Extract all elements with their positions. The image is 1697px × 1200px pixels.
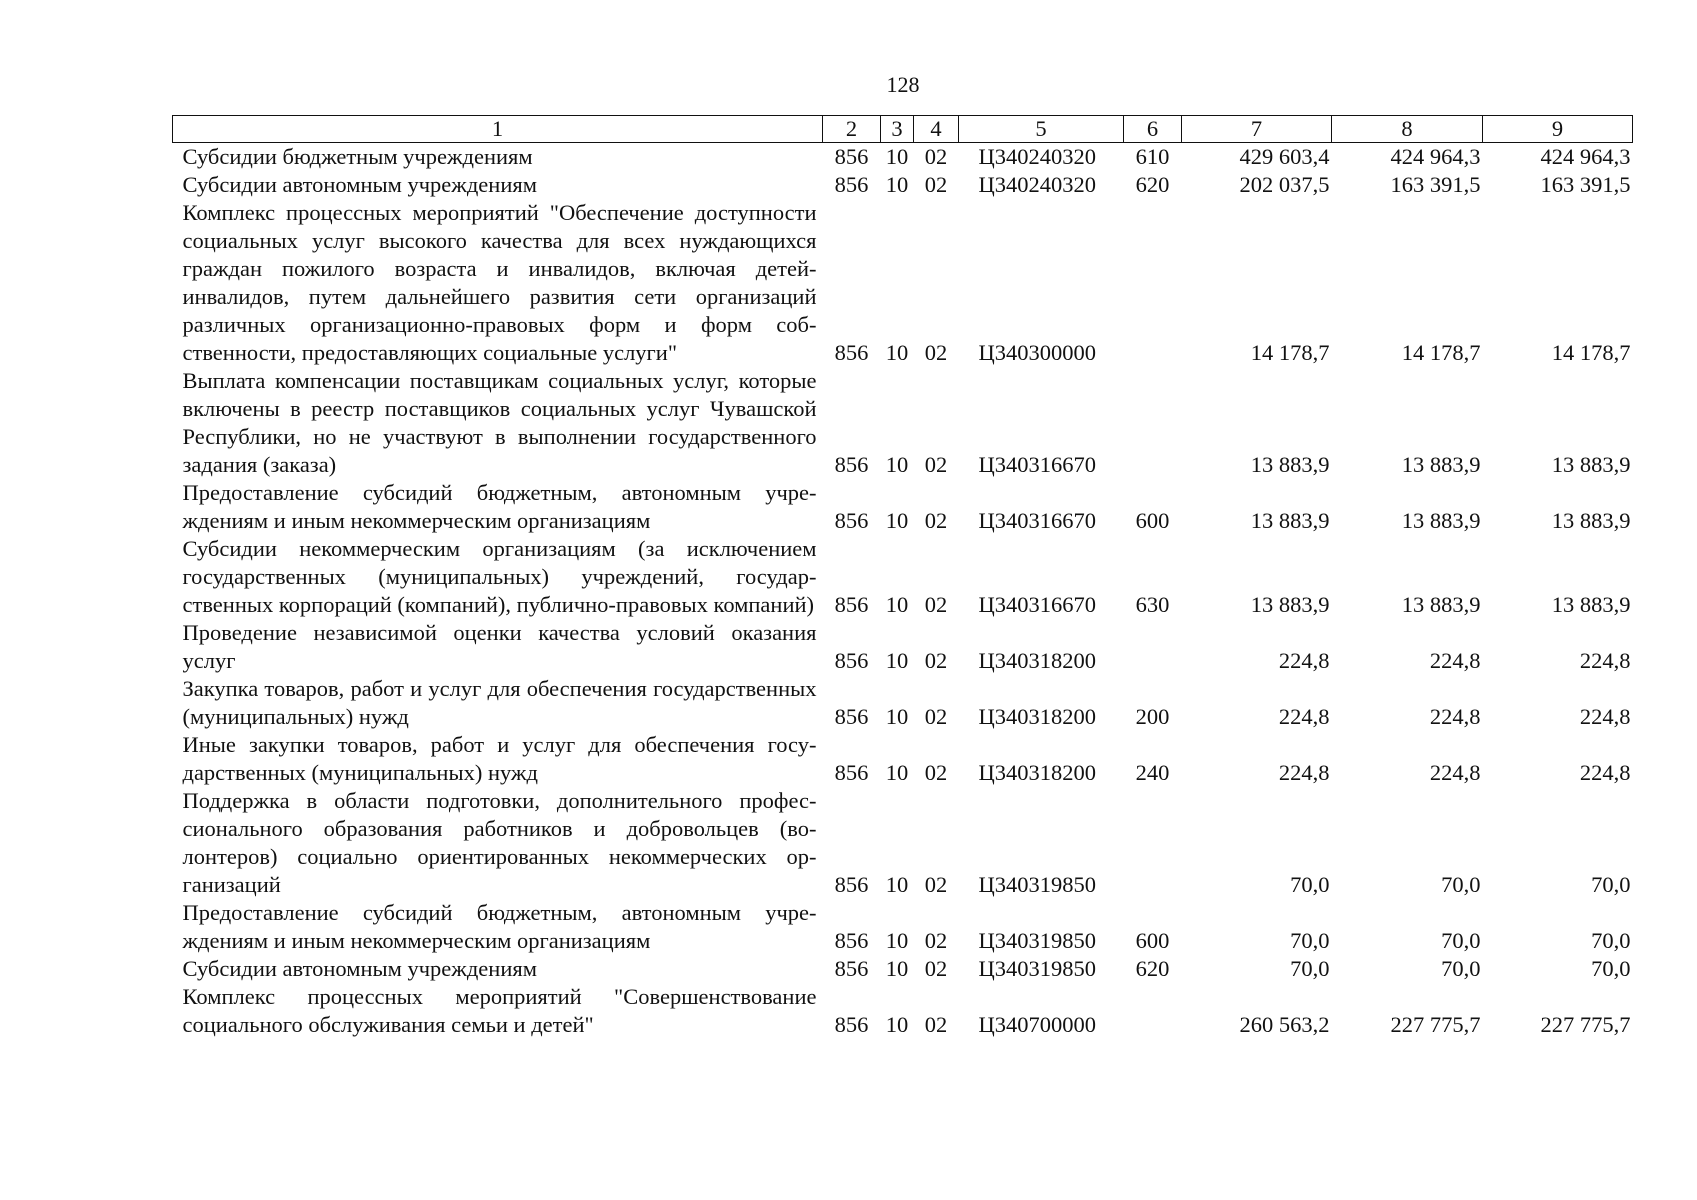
row-target-article: Ц340318200 [978, 648, 1096, 673]
row-target-article: Ц340240320 [978, 144, 1096, 169]
row-name: Субсидии некоммерческим организациям (за исключением государственных (муниципальных) учреждений, государственных корпораций (компаний), публично-правовых компаний) [182, 536, 817, 617]
row-amount-col-7: 14 178,7 [1250, 340, 1330, 365]
row-expense-type [1124, 367, 1182, 479]
row-subsection: 02 [924, 144, 948, 169]
row-amount-col-7: 260 563,2 [1239, 1012, 1330, 1037]
row-target-article: Ц340316670 [978, 508, 1096, 533]
row-ministry-code: 856 [834, 704, 869, 729]
row-amount-col-7: 224,8 [1278, 704, 1330, 729]
header-col-8: 8 [1332, 116, 1483, 143]
table-body [173, 143, 1633, 1040]
row-amount-col-8: 70,0 [1441, 956, 1481, 981]
row-name: Иные закупки товаров, работ и услуг для обеспечения государственных (муниципальных) нужд [182, 732, 817, 785]
row-name: Субсидии бюджетным учреждениям [182, 144, 533, 169]
row-ministry-code: 856 [834, 928, 869, 953]
row-subsection: 02 [924, 704, 948, 729]
row-ministry-code: 856 [834, 508, 869, 533]
row-amount-col-8: 224,8 [1429, 760, 1481, 785]
row-target-article: Ц340700000 [978, 1012, 1096, 1037]
row-amount-col-9: 13 883,9 [1551, 452, 1631, 477]
table-row [173, 171, 1633, 199]
page-number: 128 [886, 72, 920, 97]
row-expense-type [1124, 787, 1182, 899]
row-amount-col-7: 224,8 [1278, 760, 1330, 785]
row-amount-col-7: 13 883,9 [1250, 508, 1330, 533]
row-subsection: 02 [924, 956, 948, 981]
row-section: 10 [885, 172, 909, 197]
row-amount-col-7: 70,0 [1290, 928, 1330, 953]
header-col-5: 5 [959, 116, 1124, 143]
table-row [173, 983, 1633, 1039]
row-amount-col-7: 13 883,9 [1250, 592, 1330, 617]
row-ministry-code: 856 [834, 760, 869, 785]
row-section: 10 [885, 872, 909, 897]
row-name: Субсидии автономным учреждениям [182, 956, 537, 981]
row-amount-col-7: 70,0 [1290, 956, 1330, 981]
row-section: 10 [885, 592, 909, 617]
row-target-article: Ц340240320 [978, 172, 1096, 197]
row-ministry-code: 856 [834, 144, 869, 169]
row-name: Поддержка в области подготовки, дополнительного профессионального образования работников и добровольцев (волонтеров) социально ориентированных некоммерческих организаций [182, 788, 817, 897]
header-col-3: 3 [881, 116, 914, 143]
row-amount-col-8: 70,0 [1441, 928, 1481, 953]
budget-table [172, 115, 1633, 1039]
row-amount-col-8: 424 964,3 [1390, 144, 1481, 169]
row-amount-col-9: 14 178,7 [1551, 340, 1631, 365]
row-subsection: 02 [924, 760, 948, 785]
row-target-article: Ц340318200 [978, 704, 1096, 729]
row-section: 10 [885, 648, 909, 673]
row-expense-type: 610 [1135, 144, 1170, 169]
row-subsection: 02 [924, 928, 948, 953]
row-name: Субсидии автономным учреждениям [182, 172, 537, 197]
row-target-article: Ц340316670 [978, 592, 1096, 617]
row-amount-col-9: 70,0 [1591, 928, 1631, 953]
row-amount-col-9: 13 883,9 [1551, 508, 1631, 533]
row-name: Выплата компенсации поставщикам социальных услуг, которые включены в реестр поставщиков социальных услуг Чувашской Республики, но не участвуют в выполнении государственного задания (заказа) [182, 368, 817, 477]
row-amount-col-8: 224,8 [1429, 648, 1481, 673]
row-expense-type: 600 [1135, 508, 1170, 533]
row-target-article: Ц340319850 [978, 928, 1096, 953]
header-row [173, 116, 1633, 143]
row-target-article: Ц340318200 [978, 760, 1096, 785]
row-expense-type [1124, 619, 1182, 675]
table-row [173, 367, 1633, 479]
row-amount-col-9: 224,8 [1579, 704, 1631, 729]
row-amount-col-9: 70,0 [1591, 956, 1631, 981]
row-section: 10 [885, 704, 909, 729]
header-col-4: 4 [914, 116, 959, 143]
table-row [173, 619, 1633, 675]
row-expense-type [1124, 199, 1182, 367]
row-name: Проведение независимой оценки качества условий оказания услуг [182, 620, 817, 673]
row-amount-col-7: 202 037,5 [1239, 172, 1330, 197]
row-section: 10 [885, 340, 909, 365]
header-col-9: 9 [1483, 116, 1633, 143]
table-row [173, 479, 1633, 535]
row-ministry-code: 856 [834, 1012, 869, 1037]
row-subsection: 02 [924, 648, 948, 673]
table-header [173, 116, 1633, 143]
header-col-6: 6 [1124, 116, 1182, 143]
row-ministry-code: 856 [834, 340, 869, 365]
row-subsection: 02 [924, 1012, 948, 1037]
row-name: Закупка товаров, работ и услуг для обеспечения государственных (муниципальных) нужд [182, 676, 817, 729]
table-row [173, 731, 1633, 787]
row-name: Комплекс процессных мероприятий "Совершенствование социального обслуживания семьи и детей" [182, 984, 817, 1037]
row-amount-col-8: 13 883,9 [1401, 508, 1481, 533]
row-amount-col-9: 224,8 [1579, 760, 1631, 785]
row-amount-col-8: 227 775,7 [1390, 1012, 1481, 1037]
row-section: 10 [885, 1012, 909, 1037]
row-ministry-code: 856 [834, 956, 869, 981]
row-name: Предоставление субсидий бюджетным, автономным учреждениям и иным некоммерческим организациям [182, 900, 817, 953]
row-ministry-code: 856 [834, 872, 869, 897]
row-amount-col-7: 224,8 [1278, 648, 1330, 673]
row-target-article: Ц340319850 [978, 872, 1096, 897]
row-amount-col-9: 424 964,3 [1540, 144, 1631, 169]
row-section: 10 [885, 452, 909, 477]
row-name: Комплекс процессных мероприятий "Обеспечение доступности социальных услуг высокого качества для всех нуждающихся граждан пожилого возраста и инвалидов, включая детей-инвалидов, путем дальнейшего развития сети организаций различных организационно-правовых форм и форм собственности, предоставляющих социальные услуги" [182, 200, 817, 365]
row-target-article: Ц340300000 [978, 340, 1096, 365]
row-section: 10 [885, 760, 909, 785]
table-row [173, 899, 1633, 955]
row-section: 10 [885, 956, 909, 981]
row-target-article: Ц340319850 [978, 956, 1096, 981]
row-subsection: 02 [924, 508, 948, 533]
row-subsection: 02 [924, 592, 948, 617]
table-row [173, 199, 1633, 367]
row-amount-col-9: 13 883,9 [1551, 592, 1631, 617]
row-section: 10 [885, 144, 909, 169]
row-expense-type: 240 [1135, 760, 1170, 785]
row-ministry-code: 856 [834, 592, 869, 617]
row-amount-col-7: 429 603,4 [1239, 144, 1330, 169]
table-row [173, 675, 1633, 731]
row-amount-col-8: 13 883,9 [1401, 592, 1481, 617]
row-expense-type: 630 [1135, 592, 1170, 617]
row-expense-type: 620 [1135, 956, 1170, 981]
row-section: 10 [885, 508, 909, 533]
row-amount-col-7: 13 883,9 [1250, 452, 1330, 477]
row-amount-col-8: 14 178,7 [1401, 340, 1481, 365]
table-row [173, 535, 1633, 619]
row-amount-col-8: 224,8 [1429, 704, 1481, 729]
row-amount-col-9: 224,8 [1579, 648, 1631, 673]
row-amount-col-8: 70,0 [1441, 872, 1481, 897]
row-expense-type: 200 [1135, 704, 1170, 729]
row-expense-type [1124, 983, 1182, 1039]
row-amount-col-9: 227 775,7 [1540, 1012, 1631, 1037]
row-amount-col-9: 163 391,5 [1540, 172, 1631, 197]
row-name: Предоставление субсидий бюджетным, автономным учреждениям и иным некоммерческим организациям [182, 480, 817, 533]
row-target-article: Ц340316670 [978, 452, 1096, 477]
row-expense-type: 600 [1135, 928, 1170, 953]
row-subsection: 02 [924, 452, 948, 477]
table-row [173, 787, 1633, 899]
header-col-2: 2 [823, 116, 881, 143]
row-amount-col-7: 70,0 [1290, 872, 1330, 897]
row-ministry-code: 856 [834, 172, 869, 197]
header-col-7: 7 [1182, 116, 1332, 143]
table-row [173, 955, 1633, 983]
row-ministry-code: 856 [834, 452, 869, 477]
row-amount-col-9: 70,0 [1591, 872, 1631, 897]
row-section: 10 [885, 928, 909, 953]
row-ministry-code: 856 [834, 648, 869, 673]
table-row [173, 143, 1633, 172]
row-amount-col-8: 13 883,9 [1401, 452, 1481, 477]
row-subsection: 02 [924, 340, 948, 365]
header-col-1: 1 [173, 116, 823, 143]
row-amount-col-8: 163 391,5 [1390, 172, 1481, 197]
row-expense-type: 620 [1135, 172, 1170, 197]
row-subsection: 02 [924, 872, 948, 897]
row-subsection: 02 [924, 172, 948, 197]
